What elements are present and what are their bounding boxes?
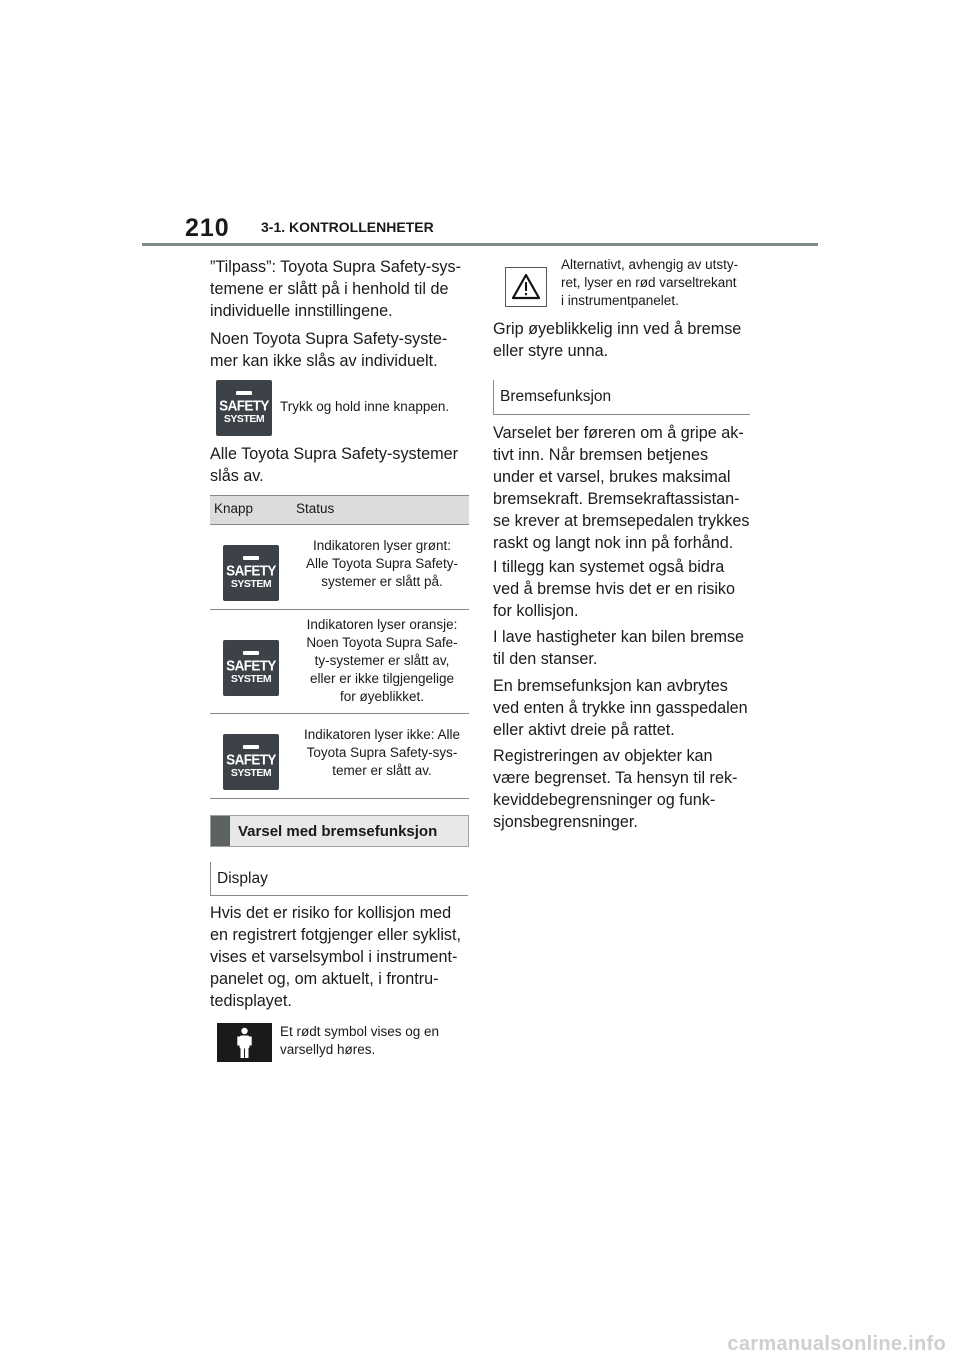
paragraph-low-speed — [493, 626, 750, 670]
button-label-safety: SAFETY — [219, 397, 269, 414]
text-line: ved enten å trykke inn gasspedalen — [493, 699, 748, 717]
pedestrian-warning-icon — [217, 1023, 272, 1062]
text-line: Indikatoren lyser ikke: Alle — [303, 727, 461, 742]
text-line: eller aktivt dreie på rattet. — [493, 721, 675, 739]
warning-note — [561, 256, 753, 310]
subheading-display — [210, 862, 468, 896]
page-number: 210 — [185, 214, 230, 242]
text-line: Indikatoren lyser oransje: — [306, 617, 458, 632]
text-line: tivt inn. Når bremsen betjenes — [493, 446, 709, 464]
safety-system-button-icon — [223, 640, 279, 696]
text-line: Grip øyeblikkelig inn ved å bremse — [493, 320, 742, 338]
text-line: temer er slått av. — [332, 763, 432, 778]
column-header-button: Knapp — [214, 501, 254, 516]
paragraph-all-off — [210, 443, 468, 487]
text-line: ”Tilpass”: Toyota Supra Safety-sys- — [210, 258, 461, 276]
text-line: temene er slått på i henhold til de — [210, 280, 449, 298]
status-text — [295, 726, 469, 780]
status-text — [295, 616, 469, 706]
chapter-title: 3-1. KONTROLLENHETER — [261, 219, 434, 235]
warning-triangle-icon — [505, 267, 547, 307]
text-line: individuelle innstillingene. — [210, 302, 393, 320]
symbol-note — [280, 1023, 470, 1059]
text-line: en registrert fotgjenger eller syklist, — [210, 926, 462, 944]
subheading-text: Bremsefunksjon — [500, 388, 612, 405]
paragraph-additional — [493, 556, 750, 622]
text-line: Toyota Supra Safety-sys- — [306, 745, 458, 760]
text-line: til den stanser. — [493, 650, 598, 668]
column-header-status: Status — [296, 501, 335, 516]
text-line: Varselet ber føreren om å gripe ak- — [493, 424, 744, 442]
table-header-row — [210, 495, 469, 525]
text-line: I tillegg kan systemet også bidra — [493, 558, 725, 576]
text-line: tedisplayet. — [210, 992, 292, 1010]
paragraph-risk — [210, 902, 468, 1012]
text-line: ret, lyser en rød varseltrekant — [561, 275, 737, 290]
table-row — [210, 525, 469, 609]
subheading-rule — [493, 380, 494, 414]
button-label-safety: SAFETY — [226, 562, 276, 579]
text-line: raskt og langt nok inn på forhånd. — [493, 534, 734, 552]
paragraph-individual — [210, 328, 468, 372]
button-label-system: SYSTEM — [230, 767, 272, 779]
subheading-text: Display — [217, 869, 268, 887]
indicator-bar — [243, 745, 259, 749]
text-line: sjonsbegrensninger. — [493, 813, 638, 831]
button-label-safety: SAFETY — [226, 657, 276, 674]
text-line: se krever at bremsepedalen trykkes — [493, 512, 750, 530]
text-line: varsellyd høres. — [280, 1042, 376, 1057]
text-line: i instrumentpanelet. — [561, 293, 679, 308]
section-heading — [210, 815, 469, 847]
paragraph-customize — [210, 256, 468, 322]
text-line: for øyeblikket. — [339, 689, 425, 704]
paragraph-detection — [493, 745, 750, 833]
text-line: Noen Toyota Supra Safe- — [306, 635, 458, 650]
text-line: bremsekraft. Bremsekraftassistan- — [493, 490, 740, 508]
text-line: for kollisjon. — [493, 602, 579, 620]
text-line: ved å bremse hvis det er en risiko — [493, 580, 736, 598]
paragraph-intervene — [493, 318, 750, 362]
text-line: ty-systemer er slått av, — [314, 653, 450, 668]
text-line: Alle Toyota Supra Safety-systemer — [210, 445, 459, 463]
section-heading-text: Varsel med bremsefunksjon — [238, 822, 438, 840]
text-line: I lave hastigheter kan bilen bremse — [493, 628, 745, 646]
text-line: Alternativt, avhengig av utsty- — [561, 257, 739, 272]
text-line: Noen Toyota Supra Safety-syste- — [210, 330, 448, 348]
safety-system-button-icon — [223, 545, 279, 601]
row-divider — [210, 798, 469, 799]
text-line: keviddebegrensninger og funk- — [493, 791, 716, 809]
paragraph-warning — [493, 422, 750, 554]
watermark-text: carmanualsonline.info — [727, 1333, 946, 1355]
table-row — [210, 714, 469, 798]
text-line: mer kan ikke slås av individuelt. — [210, 352, 438, 370]
button-label-system: SYSTEM — [223, 413, 265, 425]
subheading-brake-function — [493, 380, 750, 415]
watermark-band — [0, 1330, 960, 1358]
button-label-safety: SAFETY — [226, 751, 276, 768]
button-label-system: SYSTEM — [230, 578, 272, 590]
press-hold-caption: Trykk og hold inne knappen. — [280, 399, 450, 414]
text-line: Et rødt symbol vises og en — [280, 1024, 440, 1039]
status-table — [210, 495, 469, 799]
safety-system-button-icon — [216, 380, 272, 436]
text-line: Indikatoren lyser grønt: — [312, 538, 452, 553]
heading-accent-bar — [211, 816, 230, 846]
safety-system-button-icon — [223, 734, 279, 790]
text-line: slås av. — [210, 467, 264, 485]
text-line: vises et varselsymbol i instrument- — [210, 948, 458, 966]
text-line: panelet og, om aktuelt, i frontru- — [210, 970, 439, 988]
text-line: systemer er slått på. — [321, 574, 443, 589]
table-row — [210, 610, 469, 713]
text-line: Registreringen av objekter kan — [493, 747, 713, 765]
indicator-bar — [236, 391, 252, 395]
indicator-bar — [243, 556, 259, 560]
text-line: En bremsefunksjon kan avbrytes — [493, 677, 728, 695]
paragraph-cancel — [493, 675, 750, 741]
button-label-system: SYSTEM — [230, 673, 272, 685]
header-divider — [142, 243, 818, 246]
subheading-rule — [210, 862, 211, 895]
text-line: Alle Toyota Supra Safety- — [305, 556, 459, 571]
text-line: Hvis det er risiko for kollisjon med — [210, 904, 452, 922]
text-line: være begrenset. Ta hensyn til rek- — [493, 769, 738, 787]
text-line: eller styre unna. — [493, 342, 609, 360]
text-line: under et varsel, brukes maksimal — [493, 468, 731, 486]
status-text — [295, 537, 469, 591]
text-line: eller er ikke tilgjengelige — [309, 671, 455, 686]
indicator-bar — [243, 651, 259, 655]
